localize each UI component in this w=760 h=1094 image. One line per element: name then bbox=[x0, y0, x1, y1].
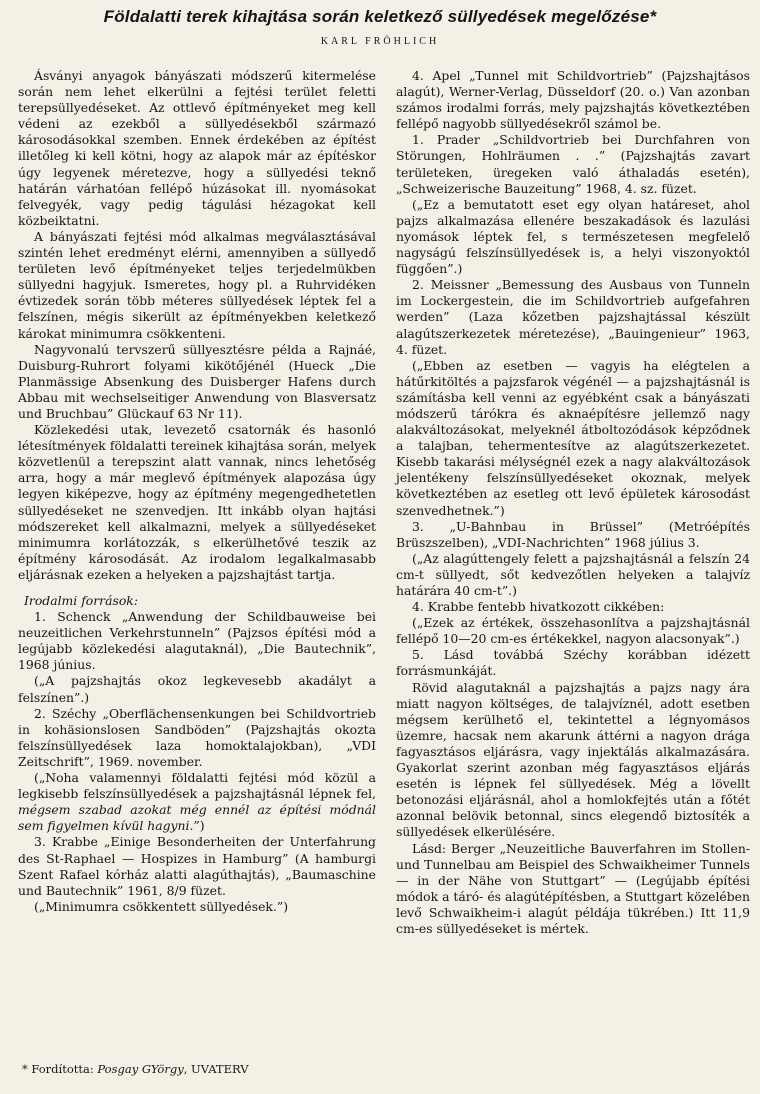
reference-entry: 2. Meissner „Bemessung des Ausbaus von Tunneln im Lockergestein, die im Schildvortrieb aufgefahren werden” (Laza kőzetben pajzshajtással készült alagútszerkezetek méretezése), „Bauingenieur” 1963, 4. füzet. bbox=[396, 277, 750, 357]
reference-note bbox=[18, 770, 376, 834]
body-paragraph: Ásványi anyagok bányászati módszerű kitermelése során nem lehet elkerülni a fejtési terület feletti terepsüllyedéseket. Az ottlevő építményeket meg kell védeni az ezekből a süllyedésekből származó károsodásokkal szemben. Ennek érdekében az építést illetőleg ki kell kötni, hogy az alapok már az építéskor úgy legyenek méretezve, hogy a süllyedési teknő határán várhatóan fellépő húzásokat ill. nyomásokat felvegyék, vagy pedig tágulási hézagokat kell közbeiktatni. bbox=[18, 68, 376, 228]
body-paragraph: Lásd: Berger „Neuzeitliche Bauverfahren im Stollen- und Tunnelbau am Beispiel des Schwaikheimer Tunnels — in der Nähe von Stuttgart” — (Legújabb építési módok a táró- és alagútépítésben, a Stuttgart közelében levő Schwaikheim-i alagút példája tükrében.) Itt 11,9 cm-es süllyedéseket is mértek. bbox=[396, 840, 750, 936]
reference-note: („Minimumra csökkentett süllyedések.”) bbox=[34, 898, 289, 914]
reference-note-close: ”) bbox=[193, 818, 205, 834]
body-paragraph: Rövid alagutaknál a pajzshajtás a pajzs nagy ára miatt nagyon költséges, de talajvíznél, adott esetben mégsem kerülhető el, tekintettel a légnyomásos üzemre, hacsak nem akarunk áttérni a nagyon drága fagyasztásos eljárásra, vagy injektálás alkalmazására. Gyakorlat szerint azonban még fagyasztásos eljárás esetén is lépnek fel süllyedések. Még a lövellt betonozási eljárásnál, ahol a homlokfejtés után a főtét azonnal belövik betonnal, sincs elegendő biztosíték a süllyedések elkerülésére. bbox=[396, 679, 750, 840]
reference-note-text: („Noha valamennyi földalatti fejtési mód közül a legkisebb felszínsüllyedések a pajzshajtásnál lépnek fel, bbox=[18, 770, 376, 802]
reference-note: („Az alagúttengely felett a pajzshajtásnál a felszín 24 cm-t süllyedt, sőt kedvezőtlen helyeken a talajvíz határára 40 cm-t”.) bbox=[396, 550, 750, 598]
translator-footnote bbox=[22, 1062, 382, 1077]
translator-name: Posgay GYörgy bbox=[97, 1062, 184, 1076]
reference-note: („A pajzshajtás okoz legkevesebb akadályt a felszínen”.) bbox=[18, 673, 376, 705]
article-title: Földalatti terek kihajtása során keletkező süllyedések megelőzése* bbox=[103, 7, 657, 26]
body-paragraph: A bányászati fejtési mód alkalmas megválasztásával szintén lehet eredményt elérni, amennyiben a süllyedő területen levő építményeket teljes terjedelmükben süllyedni hagyjuk. Ismeretes, hogy pl. a Ruhrvidéken évtizedek során több méteres süllyedések léptek fel a felszínen, mégis sikerült az építményekben keletkező károkat minimumra csökkenteni. bbox=[18, 228, 376, 341]
references-heading: Irodalmi források: bbox=[24, 593, 138, 608]
left-column bbox=[18, 68, 376, 915]
reference-entry: 5. Lásd továbbá Széchy korábban idézett forrásmunkáját. bbox=[396, 647, 750, 679]
translator-org: , UVATERV bbox=[183, 1062, 249, 1076]
reference-note-emphasis: mégsem szabad azokat még ennél az építési módnál sem figyelmen kívül hagyni. bbox=[18, 802, 376, 834]
article-author: KARL FRÖHLICH bbox=[320, 36, 440, 47]
reference-entry: 3. „U-Bahnbau in Brüssel” (Metróépítés Brüszszelben), „VDI-Nachrichten” 1968 július 3. bbox=[396, 518, 750, 550]
reference-note: („Ezek az értékek, összehasonlítva a pajzshajtásnál fellépő 10—20 cm-es értékekkel, nagyon alacsonyak”.) bbox=[396, 615, 750, 647]
reference-entry: 1. Prader „Schildvortrieb bei Durchfahren von Störungen, Hohlräumen . .” (Pajzshajtás zavart területeken, üregeken való áthaladás esetén), „Schweizerische Bauzeitung” 1968, 4. sz. füzet. bbox=[396, 132, 750, 196]
footnote-prefix: * Fordította: bbox=[22, 1062, 98, 1076]
body-paragraph: Közlekedési utak, levezető csatornák és hasonló létesítmények földalatti tereinek kihajtása során, melyek közvetlenül a terepszint alatt vannak, nincs lehetőség arra, hogy a már meglevő építmények alapozása úgy legyen kiképezve, hogy az építmény megengedhetetlen süllyedéseket ne szenvedjen. Itt inkább olyan hajtási módszereket kell alkalmazni, melyek a süllyedéseket minimumra korlátozzák, s elkerülhetővé teszik az építmény károsodását. Az irodalom legalkalmasabb eljárásnak ezeken a helyeken a pajzshajtást tartja. bbox=[18, 422, 376, 582]
body-paragraph: Nagyvonalú tervszerű süllyesztésre példa a Rajnáé, Duisburg-Ruhrort folyami kikötőjénél (Hueck „Die Planmässige Absenkung des Duisberger Hafens durch Abbau mit wechselseitiger Anwendung von Blasversatz und Bruchbau” Glückauf 63 Nr 11). bbox=[18, 341, 376, 421]
right-column bbox=[396, 68, 750, 937]
reference-entry: 3. Krabbe „Einige Besonderheiten der Unterfahrung des St-Raphael — Hospizes in Hamburg” (A hamburgi Szent Rafael kórház alatti alagúthajtás), „Baumaschine und Bautechnik” 1961, 8/9 füzet. bbox=[18, 834, 376, 898]
reference-entry: 1. Schenck „Anwendung der Schildbauweise bei neuzeitlichen Verkehrstunneln” (Pajzsos építési mód a legújabb közlekedési alagutaknál), „Die Bautechnik”, 1968 június. bbox=[18, 609, 376, 673]
reference-note: („Ez a bemutatott eset egy olyan határeset, ahol pajzs alkalmazása ellenére beszakadások és lazulási nyomások léptek fel, s természetesen megfelelő nagyságú felszínsüllyedések is, a helyi viszonyoktól függően”.) bbox=[396, 196, 750, 277]
reference-entry: 4. Krabbe fentebb hivatkozott cikkében: bbox=[412, 599, 665, 615]
reference-entry: 4. Apel „Tunnel mit Schildvortrieb” (Pajzshajtásos alagút), Werner-Verlag, Düsseldorf (20. o.) Van azonban számos irodalmi forrás, mely pajzshajtás következtében fellépő nagyobb süllyedésekről számol be. bbox=[396, 68, 750, 132]
reference-entry: 2. Széchy „Oberflächensenkungen bei Schildvortrieb in kohäsionslosen Sandböden” (Pajzshajtás okozta felszínsüllyedések laza homoktalajokban), „VDI Zeitschrift”, 1969. november. bbox=[18, 705, 376, 769]
reference-note: („Ebben az esetben — vagyis ha elégtelen a hátűrkitöltés a pajzsfarok végénél — a pajzshajtásnál is számításba kell venni az egyébként csak a bányászati módszerű tárókra és aknaépítésre jellemző nagy alakváltozásokat, melyeknél átboltozódások képződnek a talajban, tehermentesítve az alagútszerkezetet. Kisebb takarási mélységnél ezek a nagy alakváltozások jelentékeny felszínsüllyedéseket okoznak, melyek következtében az esetleg ott levő épületek károsodást szenvedhetnek.”) bbox=[396, 357, 750, 518]
